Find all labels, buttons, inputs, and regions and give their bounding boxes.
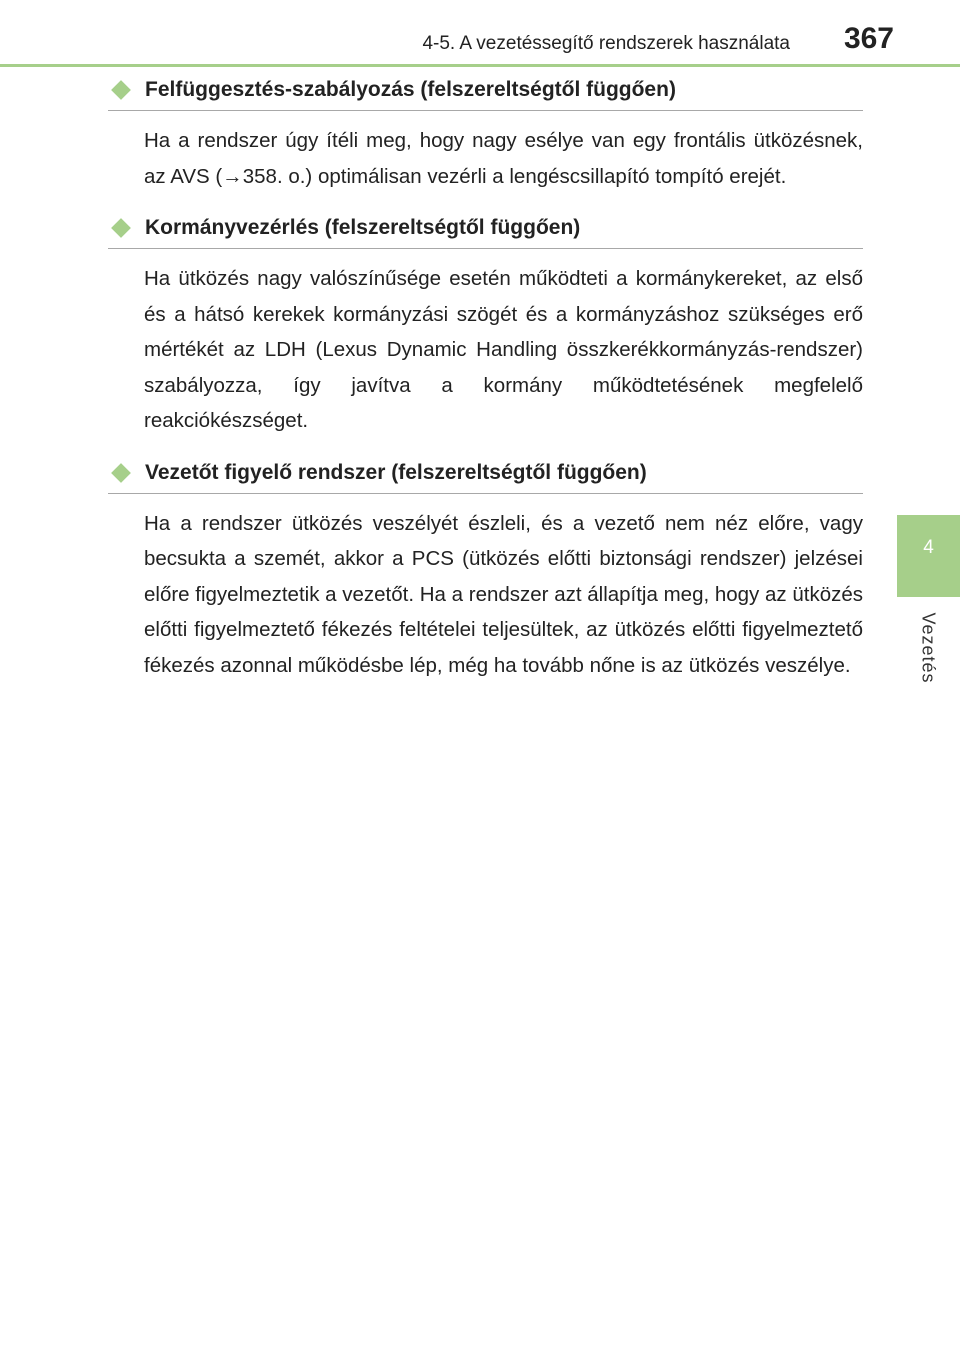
section-heading-text: Felfüggesztés-szabályozás (felszereltségtől függően): [145, 78, 676, 101]
section-heading: [108, 461, 863, 494]
section-paragraph: Ha ütközés nagy valószínűsége esetén működteti a kormánykereket, az első és a hátsó kerekek kormányzási szögét és a kormányzáshoz szükséges erő mértékét az LDH (Lexus Dynamic Handling összkerékkormányzás-rendszer) szabályozza, így javítva a kormány működtetésének megfelelő reakciókészséget.: [144, 267, 863, 432]
section-paragraph: Ha a rendszer úgy ítéli meg, hogy nagy esélye van egy frontális ütközésnek, az AVS (→358. o.) optimálisan vezérli a lengéscsillapító tompító erejét.: [144, 129, 863, 188]
section-heading-text: Kormányvezérlés (felszereltségtől függően): [145, 216, 581, 239]
page-number: 367: [843, 22, 894, 55]
diamond-bullet-icon: [111, 218, 131, 238]
chapter-tab-number: 4: [923, 537, 934, 558]
section-body: [144, 261, 863, 439]
section-heading: [108, 216, 863, 249]
section-heading: [108, 78, 863, 111]
section-body: [144, 506, 863, 684]
section-suspension-control: [108, 78, 863, 194]
section-paragraph: Ha a rendszer ütközés veszélyét észleli, és a vezető nem néz előre, vagy becsukta a szemét, akkor a PCS (ütközés előtti biztonsági rendszer) jelzései előre figyelmeztetik a vezetőt. Ha a rendszer azt állapítja meg, hogy az ütközés előtti figyelmeztető fékezés feltételei teljesültek, az ütközés előtti figyelmeztető fékezés azonnal működésbe lép, még ha tovább nőne is az ütközés veszélye.: [144, 511, 864, 677]
diamond-bullet-icon: [111, 463, 131, 483]
section-steering-control: [108, 216, 863, 439]
page-header: [0, 0, 960, 68]
chapter-tab-label: Vezetés: [918, 612, 939, 684]
chapter-tab: [897, 515, 960, 597]
chapter-title: 4-5. A vezetéssegítő rendszerek használata: [422, 33, 790, 54]
section-heading-text: Vezetőt figyelő rendszer (felszereltségtől függően): [145, 460, 647, 484]
diamond-bullet-icon: [111, 80, 131, 100]
section-driver-monitor: [108, 461, 863, 684]
page-content: [108, 78, 863, 705]
section-body: [144, 123, 863, 194]
header-divider: [0, 64, 960, 67]
